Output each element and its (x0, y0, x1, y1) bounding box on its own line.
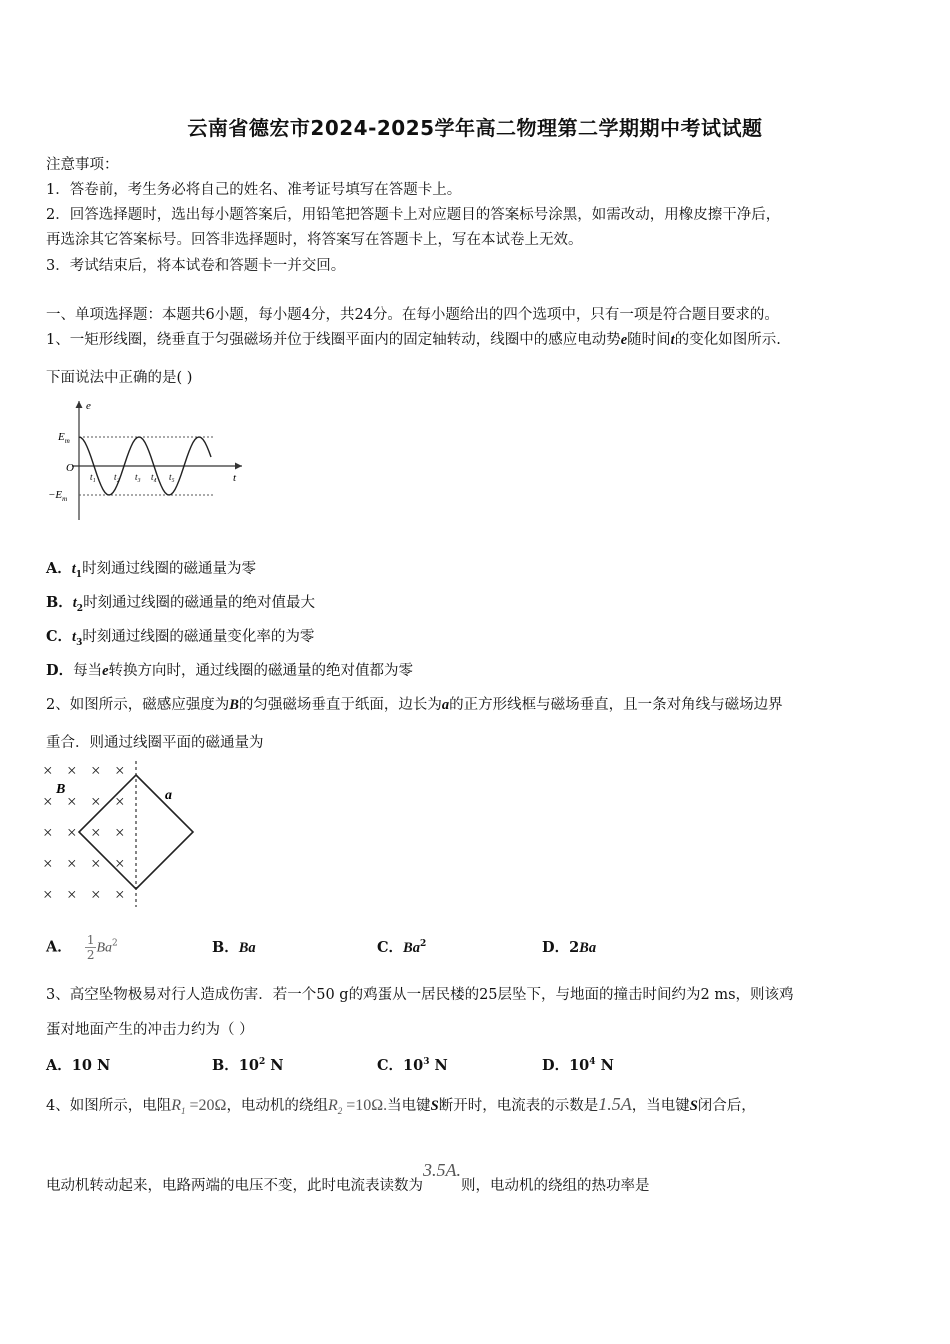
notice-item-2: 2．回答选择题时，选出每小题答案后，用铅笔把答题卡上对应题目的答案标号涂黑，如需改动，用橡皮擦干净后， (46, 207, 781, 223)
q2-stem-cont: 重合．则通过线圈平面的磁通量为 (46, 735, 264, 751)
current-2: 3.5A. (423, 1160, 461, 1180)
notice-item-3: 3．考试结束后，将本试卷和答题卡一并交回。 (46, 258, 346, 274)
q2-option-a[interactable]: A． $\frac{1}{2}$ Ba$^2$ (46, 933, 118, 962)
q1-option-a[interactable]: A．$t_1$时刻通过线圈的磁通量为零 (46, 560, 257, 580)
current-1: 1.5A (598, 1094, 632, 1114)
origin-label: O (66, 462, 74, 474)
y-axis-label: e (86, 400, 91, 412)
q2-stem: 2、如图所示，磁感应强度为B的匀强磁场垂直于纸面，边长为a的正方形线框与磁场垂直，且一条对角线与磁场边界 (46, 697, 783, 713)
field-cross: × (91, 854, 101, 873)
field-cross: × (91, 761, 101, 780)
field-cross: × (43, 792, 53, 811)
q2-option-d[interactable]: D．2Ba (542, 939, 597, 956)
q1-option-d[interactable]: D．每当e转换方向时，通过线圈的磁通量的绝对值都为零 (46, 662, 414, 679)
q1-stem: 1、一矩形线圈，绕垂直于匀强磁场并位于线圈平面内的固定轴转动，线圈中的感应电动势e随时间t的变化如图所示. (46, 332, 781, 348)
em-label: $E_m$ (58, 431, 70, 445)
tick-t5: t₅ (169, 472, 175, 482)
q3-option-b[interactable]: B．$10^2$ N (212, 1057, 284, 1074)
field-cross: × (67, 885, 77, 904)
fraction-half: $\frac{1}{2}$ (86, 933, 95, 962)
field-cross: × (43, 823, 53, 842)
x-axis-label: t (233, 472, 237, 484)
q3-option-d[interactable]: D．$10^4$ N (542, 1057, 614, 1074)
field-cross: × (67, 854, 77, 873)
tick-t3: t₃ (135, 472, 141, 482)
field-cross: × (43, 761, 53, 780)
page-title: 云南省德宏市2024-2025学年高二物理第二学期期中考试试题 (187, 116, 763, 140)
label-a: a (165, 788, 172, 803)
q2-option-c[interactable]: C．Ba$^2$ (377, 939, 427, 956)
field-cross: × (115, 854, 125, 873)
field-cross: × (67, 792, 77, 811)
field-cross: × (43, 885, 53, 904)
field-cross: × (91, 885, 101, 904)
field-cross: × (91, 792, 101, 811)
q3-stem-cont: 蛋对地面产生的冲击力约为（ ） (46, 1022, 254, 1038)
field-cross: × (115, 823, 125, 842)
q4-stem-cont: 电动机转动起来，电路两端的电压不变，此时电流表读数为3.5A.则，电动机的绕组的热功率是 (46, 1160, 650, 1194)
q1-stem-cont: 下面说法中正确的是( ) (46, 370, 193, 386)
r1-expression: $R_1 =20\Omega$ (171, 1097, 227, 1117)
emf-time-graph (44, 395, 254, 525)
field-cross: × (115, 885, 125, 904)
label-b: B (56, 782, 66, 797)
field-cross: × (115, 792, 125, 811)
field-cross: × (43, 854, 53, 873)
q3-option-a[interactable]: A．10 N (46, 1057, 111, 1074)
field-cross: × (67, 761, 77, 780)
q1-option-b[interactable]: B．$t_2$时刻通过线圈的磁通量的绝对值最大 (46, 594, 316, 614)
tick-t4: t₄ (151, 472, 157, 482)
notice-item-2-cont: 再选涂其它答案标号。回答非选择题时，将答案写在答题卡上，写在本试卷上无效。 (46, 232, 583, 248)
notice-item-1: 1．答卷前，考生务必将自己的姓名、准考证号填写在答题卡上。 (46, 182, 462, 198)
magnetic-field-figure (38, 757, 208, 912)
q3-stem: 3、高空坠物极易对行人造成伤害．若一个50 g的鸡蛋从一居民楼的25层坠下，与地面的撞击时间约为2 ms，则该鸡 (46, 987, 794, 1003)
field-cross: × (115, 761, 125, 780)
neg-em-label: $-E_m$ (48, 489, 68, 503)
r2-expression: $R_2 =10\Omega$. (327, 1097, 388, 1117)
tick-t2: t₂ (114, 472, 120, 482)
q4-stem: 4、如图所示，电阻$R_1 =20\Omega$，电动机的绕组$R_2 =10\Omega$.当电键S断开时，电流表的示数是1.5A，当电键S闭合后， (46, 1094, 756, 1117)
q1-option-c[interactable]: C．$t_3$时刻通过线圈的磁通量变化率的为零 (46, 628, 315, 648)
field-cross: × (91, 823, 101, 842)
notice-heading: 注意事项： (46, 157, 119, 173)
section-heading: 一、单项选择题：本题共6小题，每小题4分，共24分。在每小题给出的四个选项中，只有一项是符合题目要求的。 (46, 307, 779, 323)
q2-option-b[interactable]: B．Ba (212, 939, 256, 956)
tick-t1: t₁ (90, 472, 96, 482)
field-cross: × (67, 823, 77, 842)
q3-option-c[interactable]: C．$10^3$ N (377, 1057, 448, 1074)
